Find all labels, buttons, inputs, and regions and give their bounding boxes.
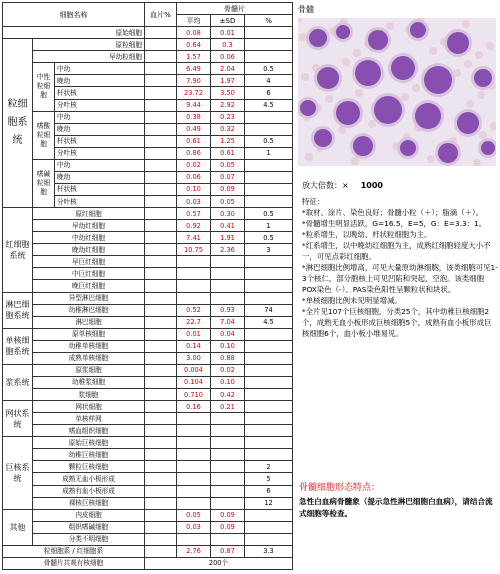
pct-value — [245, 521, 293, 533]
pct-value — [245, 256, 293, 268]
row-label: 杆状核 — [55, 135, 145, 147]
group-granulocyte: 粒细胞系统 — [3, 39, 33, 208]
pct-value — [245, 328, 293, 340]
pct-value — [245, 196, 293, 208]
mean-value — [177, 425, 211, 437]
blood-pct-cell — [145, 340, 177, 352]
mean-value: 0.92 — [177, 220, 211, 232]
row-label: 晚巨红细胞 — [33, 280, 145, 292]
row-label: 颗粒巨核细胞 — [33, 461, 145, 473]
sd-value: 0.05 — [211, 159, 245, 171]
blood-pct-cell — [145, 389, 177, 401]
table-row — [3, 521, 293, 533]
mean-value — [177, 256, 211, 268]
mean-value: 9.44 — [177, 99, 211, 111]
sd-value: 0.01 — [211, 27, 245, 39]
blood-pct-cell — [145, 497, 177, 509]
blood-pct-cell — [145, 425, 177, 437]
row-label: 淋巴细胞 — [33, 316, 145, 328]
subgroup-basophil: 嗜碱粒细胞 — [33, 159, 55, 207]
group-megakaryocyte: 巨核系统 — [3, 437, 33, 509]
table-row — [3, 364, 293, 376]
row-label: 浆细胞 — [33, 389, 145, 401]
row-label: 组织嗜碱细胞 — [33, 521, 145, 533]
sd-value: 0.88 — [211, 352, 245, 364]
table-row — [3, 232, 293, 244]
blood-pct-cell — [145, 413, 177, 425]
table-row — [3, 256, 293, 268]
row-label: 中幼 — [55, 63, 145, 75]
group-other: 其他 — [3, 509, 33, 545]
row-label: 粒细胞系 / 红细胞系 — [3, 545, 145, 557]
mean-value: 0.14 — [177, 340, 211, 352]
row-label: 幼稚浆细胞 — [33, 376, 145, 388]
table-row — [3, 376, 293, 388]
group-reticular: 网状系统 — [3, 401, 33, 437]
blood-pct-cell — [145, 51, 177, 63]
subgroup-eosinophil: 嗜酸粒细胞 — [33, 111, 55, 159]
blood-pct-cell — [145, 75, 177, 87]
pct-value: 0.5 — [245, 63, 293, 75]
pct-value: 0.5 — [245, 135, 293, 147]
sd-value — [211, 280, 245, 292]
pct-value: 3 — [245, 244, 293, 256]
pct-value: 1 — [245, 147, 293, 159]
row-label: 原浆细胞 — [33, 364, 145, 376]
blood-pct-cell — [145, 473, 177, 485]
sd-value — [211, 497, 245, 509]
mean-value: 0.38 — [177, 111, 211, 123]
sd-value — [211, 437, 245, 449]
table-row — [3, 509, 293, 521]
pct-value: 74 — [245, 304, 293, 316]
header-marrow: 骨髓片 — [177, 3, 293, 15]
pct-value — [245, 123, 293, 135]
blood-pct-cell — [145, 87, 177, 99]
row-label: 单核样网 — [33, 413, 145, 425]
mean-value: 2.76 — [177, 545, 211, 557]
pct-value — [245, 425, 293, 437]
sd-value: 7.04 — [211, 316, 245, 328]
pct-value: 6 — [245, 485, 293, 497]
pct-value — [245, 401, 293, 413]
table-row — [3, 27, 293, 39]
sd-value: 2.04 — [211, 63, 245, 75]
pct-value — [245, 509, 293, 521]
sd-value — [211, 485, 245, 497]
blood-pct-cell — [145, 328, 177, 340]
blood-pct-cell — [145, 292, 177, 304]
table-row — [3, 449, 293, 461]
row-label: 晚幼 — [55, 171, 145, 183]
blood-pct-cell — [145, 509, 177, 521]
mean-value: 0.03 — [177, 196, 211, 208]
pct-value — [245, 280, 293, 292]
row-label: 骨髓片共观有核细胞 — [3, 557, 145, 569]
magnification — [302, 180, 383, 191]
header-pct: % — [245, 15, 293, 27]
header-blood-pct: 血片% — [145, 3, 177, 27]
pct-value: 2 — [245, 461, 293, 473]
blood-pct-cell — [145, 111, 177, 123]
pct-value: 3.3 — [245, 545, 293, 557]
row-label: 早幼粒细胞 — [33, 51, 145, 63]
table-row — [3, 413, 293, 425]
mean-value: 7.90 — [177, 75, 211, 87]
photo-title: 骨髓 — [298, 5, 314, 14]
sd-value: 0.61 — [211, 147, 245, 159]
group-plasma: 浆系统 — [3, 364, 33, 400]
sd-value — [211, 461, 245, 473]
sd-value — [211, 533, 245, 545]
pct-value — [245, 340, 293, 352]
blood-pct-cell — [145, 39, 177, 51]
sd-value: 1.97 — [211, 75, 245, 87]
table-row — [3, 461, 293, 473]
mean-value: 0.05 — [177, 509, 211, 521]
sd-value — [211, 449, 245, 461]
pct-value — [245, 437, 293, 449]
blood-pct-cell — [145, 99, 177, 111]
sd-value: 0.93 — [211, 304, 245, 316]
blood-pct-cell — [145, 521, 177, 533]
table-row — [3, 280, 293, 292]
feature-item: *骨髓增生明显活跃，G=16.5，E=5，G：E=3.3：1。 — [302, 219, 487, 228]
mean-value: 7.41 — [177, 232, 211, 244]
row-label: 原粒细胞 — [33, 39, 145, 51]
header-row — [3, 3, 293, 15]
mean-value — [177, 280, 211, 292]
sd-value — [211, 268, 245, 280]
mean-value: 0.49 — [177, 123, 211, 135]
sd-value: 0.06 — [211, 51, 245, 63]
group-lymph: 淋巴细胞系统 — [3, 292, 33, 328]
row-label: 幼稚巨核细胞 — [33, 449, 145, 461]
feature-item: *全片见107个巨核细胞，分类25个，其中幼稚巨核细胞2个，成熟无血小板形成巨核细胞5个，成熟有血小板形成巨核细胞6个，血小板小堆易见。 — [302, 307, 492, 338]
row-label: 分叶核 — [55, 147, 145, 159]
mean-value — [177, 497, 211, 509]
sd-value: 0.09 — [211, 183, 245, 195]
row-label: 中幼 — [55, 159, 145, 171]
blood-pct-cell — [145, 304, 177, 316]
pct-value: 4.5 — [245, 316, 293, 328]
row-label: 裸核巨核细胞 — [33, 497, 145, 509]
group-mono: 单核细胞系统 — [3, 328, 33, 364]
table-row — [3, 401, 293, 413]
blood-pct-cell — [145, 208, 177, 220]
sd-value: 0.42 — [211, 389, 245, 401]
sd-value: 2.36 — [211, 244, 245, 256]
row-label: 晚幼 — [55, 75, 145, 87]
row-label: 内皮细胞 — [33, 509, 145, 521]
pct-value — [245, 268, 293, 280]
mean-value: 0.004 — [177, 364, 211, 376]
blood-pct-cell — [145, 171, 177, 183]
table-row — [3, 485, 293, 497]
table-row — [3, 425, 293, 437]
row-label: 分类不明细胞 — [33, 533, 145, 545]
mean-value — [177, 533, 211, 545]
blood-pct-cell — [145, 268, 177, 280]
blood-pct-cell — [145, 147, 177, 159]
blood-pct-cell — [145, 449, 177, 461]
blood-pct-cell — [145, 159, 177, 171]
blood-pct-cell — [145, 376, 177, 388]
sd-value: 1.91 — [211, 232, 245, 244]
group-erythroid: 红细胞系统 — [3, 208, 33, 292]
mean-value — [177, 292, 211, 304]
blood-pct-cell — [145, 485, 177, 497]
mean-value — [177, 461, 211, 473]
pct-value — [245, 159, 293, 171]
pct-value — [245, 292, 293, 304]
table-row — [3, 545, 293, 557]
feature-item: *淋巴细胞比例增高，可见大量原幼淋细胞，该类细胞可见1-3个核仁，部分胞核上可见凹陷和突起，空泡。该类细胞POX染色（-）、PAS染色阳性呈颗粒状和块状。 — [302, 263, 498, 294]
pct-value — [245, 27, 293, 39]
row-label: 早巨红细胞 — [33, 256, 145, 268]
blood-pct-cell — [145, 316, 177, 328]
mean-value — [177, 449, 211, 461]
table-row — [3, 316, 293, 328]
blood-pct-cell — [145, 533, 177, 545]
blood-pct-cell — [145, 135, 177, 147]
sd-value: 0.3 — [211, 39, 245, 51]
pct-value: 4.5 — [245, 99, 293, 111]
morphology-conclusion: 急性白血病骨髓象（提示急性淋巴细胞白血病），请结合流式细胞等检查。 — [299, 497, 493, 518]
blood-pct-cell — [145, 352, 177, 364]
mean-value: 0.710 — [177, 389, 211, 401]
row-label: 中幼 — [55, 111, 145, 123]
table-row — [3, 39, 293, 51]
table-row — [3, 533, 293, 545]
total-count: 200个 — [145, 557, 293, 569]
pct-value — [245, 364, 293, 376]
sd-value: 0.10 — [211, 340, 245, 352]
blood-pct-cell — [145, 401, 177, 413]
pct-value — [245, 352, 293, 364]
sd-value: 0.30 — [211, 208, 245, 220]
mean-value: 0.10 — [177, 183, 211, 195]
pct-value — [245, 449, 293, 461]
mean-value: 0.86 — [177, 147, 211, 159]
table-row — [3, 304, 293, 316]
row-label: 幼稚淋巴细胞 — [33, 304, 145, 316]
blood-pct-cell — [145, 196, 177, 208]
mean-value: 10.75 — [177, 244, 211, 256]
mean-value: 0.02 — [177, 159, 211, 171]
table-row — [3, 497, 293, 509]
table-row — [3, 328, 293, 340]
sd-value: 3.50 — [211, 87, 245, 99]
row-label: 原红细胞 — [33, 208, 145, 220]
sd-value: 0.04 — [211, 328, 245, 340]
mean-value — [177, 485, 211, 497]
feature-item: *取材、涂片、染色良好；骨髓小粒（＋）；脂滴（＋）。 — [302, 208, 484, 217]
pct-value — [245, 376, 293, 388]
features-block — [302, 196, 498, 339]
table-row — [3, 51, 293, 63]
mean-value: 0.08 — [177, 27, 211, 39]
sd-value: 0.87 — [211, 545, 245, 557]
mean-value: 23.72 — [177, 87, 211, 99]
table-row — [3, 557, 293, 569]
pct-value — [245, 183, 293, 195]
row-label: 杆状核 — [55, 183, 145, 195]
sd-value: 0.41 — [211, 220, 245, 232]
row-label: 异型淋巴细胞 — [33, 292, 145, 304]
table-row — [3, 352, 293, 364]
feature-item: *单核细胞比例未见明显增减。 — [302, 296, 402, 305]
feature-item: *红系增生，以中晚幼红细胞为主，成熟红细胞轻度大小不一，可见点彩红细胞。 — [302, 241, 491, 261]
blood-pct-cell — [145, 364, 177, 376]
blood-pct-cell — [145, 232, 177, 244]
table-row — [3, 159, 293, 171]
magnification-label: 放大倍数：× — [302, 181, 349, 190]
blood-pct-cell — [145, 220, 177, 232]
blood-pct-cell — [145, 244, 177, 256]
mean-value: 1.57 — [177, 51, 211, 63]
sd-value: 0.21 — [211, 401, 245, 413]
mean-value — [177, 413, 211, 425]
row-label: 成熟单核细胞 — [33, 352, 145, 364]
row-label: 早幼红细胞 — [33, 220, 145, 232]
header-mean: 平均 — [177, 15, 211, 27]
bone-marrow-table — [2, 2, 293, 570]
mean-value: 0.52 — [177, 304, 211, 316]
blood-pct-cell — [145, 183, 177, 195]
mean-value: 6.49 — [177, 63, 211, 75]
sd-value — [211, 292, 245, 304]
mean-value: 22.7 — [177, 316, 211, 328]
sd-value: 0.09 — [211, 509, 245, 521]
mean-value: 0.57 — [177, 208, 211, 220]
pct-value — [245, 39, 293, 51]
blood-pct-cell — [145, 461, 177, 473]
header-cell-name: 细胞名称 — [3, 3, 145, 27]
row-label: 网状细胞 — [33, 401, 145, 413]
row-label: 嗜血组织细胞 — [33, 425, 145, 437]
table-row — [3, 111, 293, 123]
sd-value — [211, 473, 245, 485]
sd-value: 1.25 — [211, 135, 245, 147]
sd-value: 0.10 — [211, 376, 245, 388]
mean-value: 0.16 — [177, 401, 211, 413]
mean-value: 3.00 — [177, 352, 211, 364]
blood-pct-cell — [145, 27, 177, 39]
pct-value — [245, 533, 293, 545]
row-label: 原单核细胞 — [33, 328, 145, 340]
table-row — [3, 473, 293, 485]
sd-value: 0.05 — [211, 196, 245, 208]
table-row — [3, 437, 293, 449]
pct-value: 4 — [245, 75, 293, 87]
blood-pct-cell — [145, 256, 177, 268]
pct-value: 5 — [245, 473, 293, 485]
features-title: 特征： — [302, 197, 325, 206]
pct-value: 0.5 — [245, 208, 293, 220]
table-row — [3, 63, 293, 75]
pct-value: 12 — [245, 497, 293, 509]
table-row — [3, 292, 293, 304]
pct-value: 1 — [245, 220, 293, 232]
pct-value: 0.5 — [245, 232, 293, 244]
header-sd: ±SD — [211, 15, 245, 27]
row-label: 分叶核 — [55, 196, 145, 208]
table-row — [3, 244, 293, 256]
sd-value: 2.92 — [211, 99, 245, 111]
mean-value — [177, 268, 211, 280]
row-label: 分叶核 — [55, 99, 145, 111]
row-label: 晚幼 — [55, 123, 145, 135]
row-label: 原始巨核细胞 — [33, 437, 145, 449]
row-label: 中幼红细胞 — [33, 232, 145, 244]
mean-value: 0.64 — [177, 39, 211, 51]
sd-value: 0.23 — [211, 111, 245, 123]
mean-value: 0.01 — [177, 328, 211, 340]
pct-value — [245, 389, 293, 401]
morphology-title: 骨髓细胞形态特点： — [299, 483, 381, 493]
row-label: 中巨红细胞 — [33, 268, 145, 280]
row-label: 幼稚单核细胞 — [33, 340, 145, 352]
table-row — [3, 220, 293, 232]
row-label: 原始细胞 — [3, 27, 145, 39]
feature-item: *粒系增生，以晚幼、杆状粒细胞为主。 — [302, 230, 432, 239]
pct-value — [245, 111, 293, 123]
subgroup-neutrophil: 中性粒细胞 — [33, 63, 55, 111]
blood-pct-cell — [145, 280, 177, 292]
sd-value — [211, 413, 245, 425]
mean-value — [177, 473, 211, 485]
pct-value — [245, 51, 293, 63]
table-row — [3, 268, 293, 280]
table-row — [3, 389, 293, 401]
sd-value: 0.02 — [211, 364, 245, 376]
marrow-smear-image — [298, 18, 496, 166]
pct-value: 6 — [245, 87, 293, 99]
sd-value: 0.07 — [211, 171, 245, 183]
sd-value: 0.09 — [211, 521, 245, 533]
table-row — [3, 340, 293, 352]
row-label: 晚幼红细胞 — [33, 244, 145, 256]
blood-pct-cell — [145, 545, 177, 557]
mean-value — [177, 437, 211, 449]
row-label: 成熟无血小板形成 — [33, 473, 145, 485]
pct-value — [245, 171, 293, 183]
mean-value: 0.03 — [177, 521, 211, 533]
table-row — [3, 208, 293, 220]
pct-value — [245, 413, 293, 425]
row-label: 成熟有血小板形成 — [33, 485, 145, 497]
blood-pct-cell — [145, 437, 177, 449]
row-label: 杆状核 — [55, 87, 145, 99]
mean-value: 0.61 — [177, 135, 211, 147]
mean-value: 0.06 — [177, 171, 211, 183]
sd-value — [211, 256, 245, 268]
mean-value: 0.104 — [177, 376, 211, 388]
blood-pct-cell — [145, 123, 177, 135]
sd-value: 0.32 — [211, 123, 245, 135]
magnification-value: 1000 — [360, 181, 383, 190]
sd-value — [211, 425, 245, 437]
blood-pct-cell — [145, 63, 177, 75]
